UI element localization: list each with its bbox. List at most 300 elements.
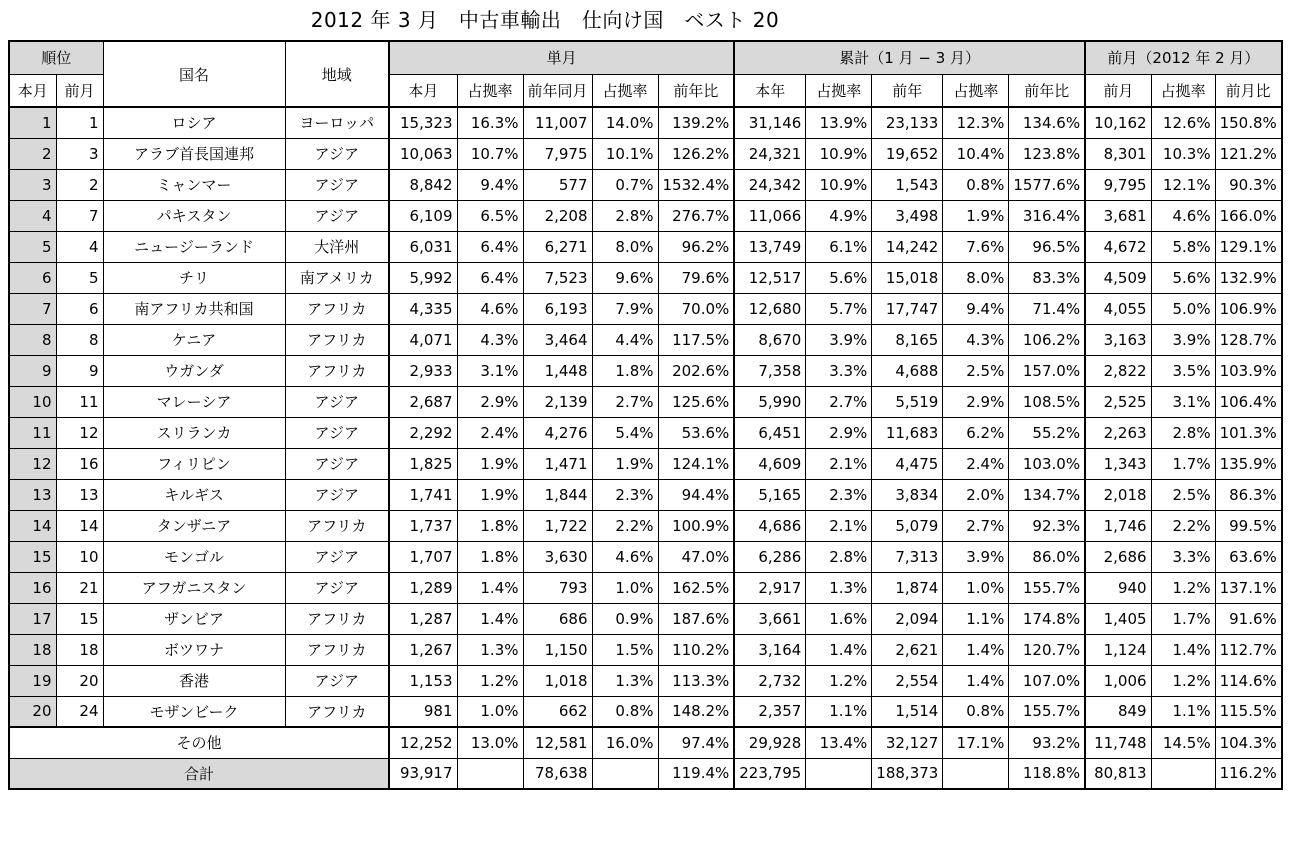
cell: 2.0% [943,479,1009,510]
cell: 223,795 [734,758,806,789]
cell: 3.3% [806,355,872,386]
cell: 12,581 [523,727,592,758]
cell: 5,990 [734,386,806,417]
cell: 32,127 [872,727,943,758]
cell: 5.4% [592,417,658,448]
cell: 12,680 [734,293,806,324]
cell: 24,342 [734,169,806,200]
cell: 119.4% [658,758,734,789]
cell [806,758,872,789]
cell: 2,525 [1085,386,1151,417]
country-cell: 香港 [103,665,285,696]
cell: 1.1% [806,696,872,727]
cell: 132.9% [1215,262,1282,293]
cell: 2.4% [943,448,1009,479]
cell: 2.8% [1151,417,1215,448]
cell: 107.0% [1009,665,1085,696]
cell: 1.4% [1151,634,1215,665]
total-label: 合計 [9,758,389,789]
cell: 2,933 [389,355,457,386]
cell: 1.0% [943,572,1009,603]
cell: 2,554 [872,665,943,696]
cell: 24,321 [734,138,806,169]
prev-rank-cell: 10 [56,541,103,572]
region-cell: アジア [285,138,389,169]
cell: 2.9% [943,386,1009,417]
cell: 9.4% [457,169,523,200]
cell: 1,267 [389,634,457,665]
cell: 94.4% [658,479,734,510]
country-cell: ケニア [103,324,285,355]
cell: 1,514 [872,696,943,727]
cell: 174.8% [1009,603,1085,634]
cell: 1,287 [389,603,457,634]
cell: 849 [1085,696,1151,727]
rank-cell: 20 [9,696,56,727]
cell: 117.5% [658,324,734,355]
header-col: 占拠率 [806,74,872,107]
cell: 2.7% [943,510,1009,541]
table-row [9,200,1282,231]
cell: 125.6% [658,386,734,417]
cell: 2.8% [592,200,658,231]
cell: 148.2% [658,696,734,727]
prev-rank-cell: 4 [56,231,103,262]
country-cell: ザンビア [103,603,285,634]
cell: 1,153 [389,665,457,696]
rank-cell: 13 [9,479,56,510]
cell: 1.8% [592,355,658,386]
header-col: 前月 [1085,74,1151,107]
table-row [9,386,1282,417]
cell: 106.9% [1215,293,1282,324]
cell: 1.5% [592,634,658,665]
cell: 1,405 [1085,603,1151,634]
rank-cell: 9 [9,355,56,386]
cell: 7,975 [523,138,592,169]
country-cell: フィリピン [103,448,285,479]
rank-cell: 7 [9,293,56,324]
total-row [9,758,1282,789]
region-cell: アジア [285,572,389,603]
header-col: 前年 [872,74,943,107]
cell: 157.0% [1009,355,1085,386]
cell: 6.4% [457,262,523,293]
rank-cell: 14 [9,510,56,541]
cell: 93,917 [389,758,457,789]
cell: 108.5% [1009,386,1085,417]
cell: 2,263 [1085,417,1151,448]
country-cell: ニュージーランド [103,231,285,262]
cell: 4.6% [592,541,658,572]
cell: 100.9% [658,510,734,541]
country-cell: キルギス [103,479,285,510]
cell: 0.8% [943,696,1009,727]
cell: 8,670 [734,324,806,355]
country-cell: ミャンマー [103,169,285,200]
header-col: 占拠率 [592,74,658,107]
cell: 47.0% [658,541,734,572]
cell: 86.3% [1215,479,1282,510]
cell: 3.3% [1151,541,1215,572]
cell: 8,301 [1085,138,1151,169]
header-cumulative: 累計（1 月 − 3 月） [734,41,1085,74]
cell: 3,681 [1085,200,1151,231]
table-row [9,262,1282,293]
prev-rank-cell: 3 [56,138,103,169]
prev-rank-cell: 6 [56,293,103,324]
header-col: 占拠率 [457,74,523,107]
cell [943,758,1009,789]
cell: 15,323 [389,107,457,138]
cell: 17,747 [872,293,943,324]
cell: 4.3% [457,324,523,355]
region-cell: アジア [285,200,389,231]
cell: 2,822 [1085,355,1151,386]
cell: 1,448 [523,355,592,386]
cell: 6,109 [389,200,457,231]
cell: 5,165 [734,479,806,510]
cell: 134.7% [1009,479,1085,510]
cell: 10.4% [943,138,1009,169]
cell: 90.3% [1215,169,1282,200]
other-row [9,727,1282,758]
cell: 188,373 [872,758,943,789]
prev-rank-cell: 14 [56,510,103,541]
cell: 2.5% [943,355,1009,386]
table-row [9,541,1282,572]
cell: 1.4% [943,665,1009,696]
cell: 3,164 [734,634,806,665]
country-cell: モザンビーク [103,696,285,727]
cell: 104.3% [1215,727,1282,758]
prev-rank-cell: 13 [56,479,103,510]
cell: 16.3% [457,107,523,138]
cell: 3,163 [1085,324,1151,355]
header-country: 国名 [103,41,285,107]
cell: 4,475 [872,448,943,479]
cell: 4,672 [1085,231,1151,262]
header-rank-prev-month: 前月 [56,74,103,107]
cell: 129.1% [1215,231,1282,262]
cell: 1.1% [1151,696,1215,727]
rank-cell: 1 [9,107,56,138]
cell: 3,498 [872,200,943,231]
table-row [9,665,1282,696]
cell: 1.3% [806,572,872,603]
cell: 4.4% [592,324,658,355]
cell: 11,748 [1085,727,1151,758]
cell: 2.8% [806,541,872,572]
region-cell: 南アメリカ [285,262,389,293]
cell: 1.2% [1151,572,1215,603]
cell: 316.4% [1009,200,1085,231]
table-row [9,231,1282,262]
cell: 4.6% [1151,200,1215,231]
cell: 23,133 [872,107,943,138]
cell: 1,722 [523,510,592,541]
header-col: 前年同月 [523,74,592,107]
cell: 166.0% [1215,200,1282,231]
cell: 13.4% [806,727,872,758]
country-cell: パキスタン [103,200,285,231]
cell: 11,007 [523,107,592,138]
cell: 7,313 [872,541,943,572]
cell: 10,162 [1085,107,1151,138]
cell: 13.0% [457,727,523,758]
cell: 1.9% [592,448,658,479]
region-cell: アジア [285,417,389,448]
cell: 150.8% [1215,107,1282,138]
cell: 7,523 [523,262,592,293]
header-row-1 [9,41,1282,74]
cell: 2.9% [806,417,872,448]
cell: 1.0% [457,696,523,727]
cell: 14.0% [592,107,658,138]
prev-rank-cell: 18 [56,634,103,665]
cell: 14,242 [872,231,943,262]
cell: 10.7% [457,138,523,169]
cell: 1,543 [872,169,943,200]
cell: 79.6% [658,262,734,293]
cell: 128.7% [1215,324,1282,355]
cell: 8.0% [943,262,1009,293]
cell: 8,842 [389,169,457,200]
cell: 1,874 [872,572,943,603]
cell: 3.9% [806,324,872,355]
cell: 112.7% [1215,634,1282,665]
country-cell: タンザニア [103,510,285,541]
cell: 1,737 [389,510,457,541]
region-cell: アジア [285,479,389,510]
country-cell: アラブ首長国連邦 [103,138,285,169]
cell: 103.9% [1215,355,1282,386]
cell: 5,519 [872,386,943,417]
cell: 2,687 [389,386,457,417]
country-cell: ロシア [103,107,285,138]
page-title: 2012 年 3 月 中古車輸出 仕向け国 ベスト 20 [310,8,780,32]
cell: 10.9% [806,138,872,169]
cell: 5,992 [389,262,457,293]
prev-rank-cell: 9 [56,355,103,386]
cell: 110.2% [658,634,734,665]
cell: 1.4% [457,603,523,634]
cell: 2.1% [806,448,872,479]
region-cell: ヨーロッパ [285,107,389,138]
region-cell: アジア [285,169,389,200]
table-row [9,417,1282,448]
prev-rank-cell: 21 [56,572,103,603]
cell: 6.4% [457,231,523,262]
header-col: 前年比 [1009,74,1085,107]
cell [592,758,658,789]
rank-cell: 8 [9,324,56,355]
region-cell: アフリカ [285,510,389,541]
header-col: 本月 [389,74,457,107]
rank-cell: 18 [9,634,56,665]
prev-rank-cell: 2 [56,169,103,200]
cell: 96.5% [1009,231,1085,262]
cell: 2.5% [1151,479,1215,510]
country-cell: モンゴル [103,541,285,572]
cell: 12.1% [1151,169,1215,200]
cell: 1.4% [457,572,523,603]
header-col: 占拠率 [943,74,1009,107]
cell: 1.4% [943,634,1009,665]
cell: 1,018 [523,665,592,696]
cell: 1.9% [457,448,523,479]
cell: 3,464 [523,324,592,355]
country-cell: マレーシア [103,386,285,417]
cell: 93.2% [1009,727,1085,758]
cell: 9,795 [1085,169,1151,200]
cell: 2.3% [806,479,872,510]
cell: 1,825 [389,448,457,479]
cell: 106.4% [1215,386,1282,417]
cell: 202.6% [658,355,734,386]
header-col: 前月比 [1215,74,1282,107]
cell: 0.7% [592,169,658,200]
cell: 118.8% [1009,758,1085,789]
region-cell: 大洋州 [285,231,389,262]
cell: 3.1% [457,355,523,386]
region-cell: アフリカ [285,603,389,634]
cell [457,758,523,789]
cell: 0.8% [943,169,1009,200]
cell: 1.8% [457,510,523,541]
cell: 1.2% [806,665,872,696]
cell: 101.3% [1215,417,1282,448]
cell: 17.1% [943,727,1009,758]
cell: 97.4% [658,727,734,758]
cell: 92.3% [1009,510,1085,541]
cell: 2.4% [457,417,523,448]
rank-cell: 6 [9,262,56,293]
cell: 2,094 [872,603,943,634]
cell: 83.3% [1009,262,1085,293]
table-row [9,355,1282,386]
cell: 4,071 [389,324,457,355]
cell: 6.1% [806,231,872,262]
cell: 2.7% [592,386,658,417]
cell: 11,066 [734,200,806,231]
cell: 15,018 [872,262,943,293]
cell: 10,063 [389,138,457,169]
cell: 4,688 [872,355,943,386]
cell: 53.6% [658,417,734,448]
cell: 120.7% [1009,634,1085,665]
cell: 7,358 [734,355,806,386]
cell: 12,517 [734,262,806,293]
cell: 139.2% [658,107,734,138]
cell: 1,006 [1085,665,1151,696]
cell: 1,707 [389,541,457,572]
table-row [9,107,1282,138]
table-row [9,448,1282,479]
cell: 662 [523,696,592,727]
cell: 155.7% [1009,696,1085,727]
cell: 5.8% [1151,231,1215,262]
cell: 162.5% [658,572,734,603]
cell: 2.1% [806,510,872,541]
cell [1151,758,1215,789]
cell: 3.9% [1151,324,1215,355]
cell: 1,471 [523,448,592,479]
cell: 981 [389,696,457,727]
cell: 106.2% [1009,324,1085,355]
prev-rank-cell: 5 [56,262,103,293]
header-region: 地域 [285,41,389,107]
prev-rank-cell: 8 [56,324,103,355]
cell: 78,638 [523,758,592,789]
rank-cell: 3 [9,169,56,200]
prev-rank-cell: 15 [56,603,103,634]
cell: 124.1% [658,448,734,479]
rank-cell: 15 [9,541,56,572]
rank-cell: 19 [9,665,56,696]
cell: 276.7% [658,200,734,231]
cell: 1.8% [457,541,523,572]
cell: 4.6% [457,293,523,324]
cell: 103.0% [1009,448,1085,479]
cell: 3.9% [943,541,1009,572]
cell: 2.2% [592,510,658,541]
table-row [9,138,1282,169]
cell: 7.6% [943,231,1009,262]
cell: 1532.4% [658,169,734,200]
prev-rank-cell: 12 [56,417,103,448]
cell: 3,834 [872,479,943,510]
cell: 11,683 [872,417,943,448]
cell: 1,746 [1085,510,1151,541]
prev-rank-cell: 1 [56,107,103,138]
cell: 10.1% [592,138,658,169]
cell: 10.3% [1151,138,1215,169]
header-col: 占拠率 [1151,74,1215,107]
table-row [9,293,1282,324]
country-cell: ボツワナ [103,634,285,665]
cell: 5.6% [806,262,872,293]
cell: 155.7% [1009,572,1085,603]
cell: 1,844 [523,479,592,510]
cell: 1.9% [457,479,523,510]
header-rank: 順位 [9,41,103,74]
cell: 63.6% [1215,541,1282,572]
rank-cell: 10 [9,386,56,417]
region-cell: アジア [285,386,389,417]
cell: 135.9% [1215,448,1282,479]
cell: 2,208 [523,200,592,231]
cell: 9.4% [943,293,1009,324]
header-col: 前年比 [658,74,734,107]
cell: 123.8% [1009,138,1085,169]
cell: 577 [523,169,592,200]
table-row [9,572,1282,603]
header-rank-this-month: 本月 [9,74,56,107]
cell: 940 [1085,572,1151,603]
table-row [9,603,1282,634]
cell: 71.4% [1009,293,1085,324]
cell: 686 [523,603,592,634]
cell: 1.4% [806,634,872,665]
cell: 2,686 [1085,541,1151,572]
cell: 2.3% [592,479,658,510]
region-cell: アフリカ [285,696,389,727]
cell: 187.6% [658,603,734,634]
cell: 6,271 [523,231,592,262]
export-ranking-table [8,40,1283,790]
cell: 4.9% [806,200,872,231]
